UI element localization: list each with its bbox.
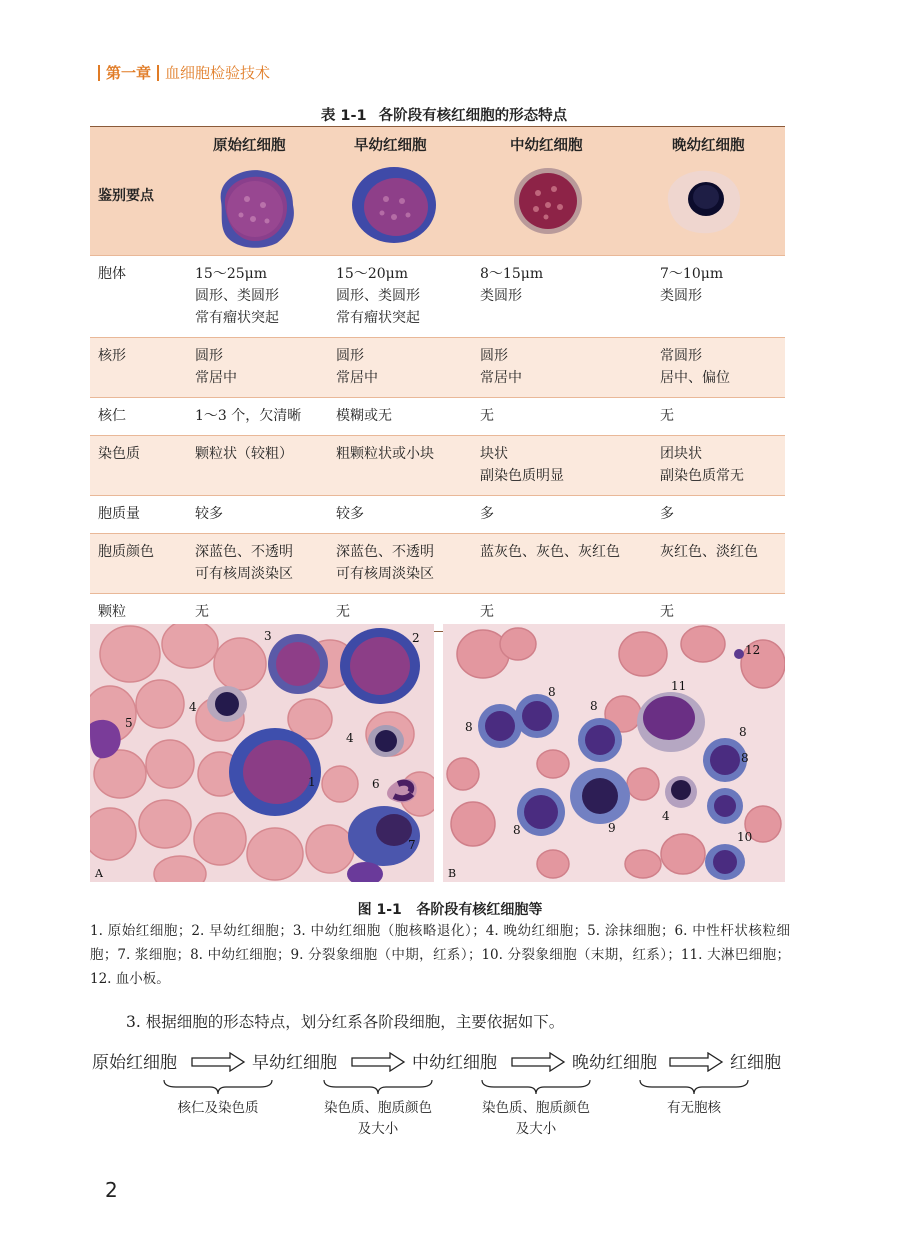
figure-number: 图 1-1	[357, 902, 402, 918]
stage-label: 晚幼红细胞	[572, 1053, 657, 1073]
cell-line: 常居中	[480, 370, 522, 386]
arrow-right-icon	[190, 1052, 246, 1072]
cell-line: 副染色质明显	[480, 468, 564, 484]
criteria-line: 有无胞核	[667, 1100, 721, 1116]
cell-line: 深蓝色、不透明	[195, 544, 293, 560]
criteria-label	[148, 1098, 288, 1119]
brace-icon	[480, 1078, 592, 1096]
criteria-label	[298, 1098, 458, 1140]
row-label: 胞质量	[90, 496, 187, 534]
header-bar	[98, 65, 100, 81]
column-header: 早幼红细胞	[354, 138, 427, 154]
cell-line: 无	[480, 604, 494, 620]
cell-line: 7～10μm	[660, 266, 724, 282]
cell-line: 副染色质常无	[660, 468, 744, 484]
table-row	[90, 256, 785, 338]
table-row	[90, 534, 785, 594]
stage-label: 早幼红细胞	[252, 1053, 337, 1073]
cell-label: 12	[745, 643, 761, 657]
column-header: 晚幼红细胞	[672, 138, 745, 154]
cell-line: 类圆形	[480, 288, 522, 304]
row-label: 颗粒	[90, 594, 187, 632]
cell-line: 常有瘤状突起	[336, 310, 420, 326]
figure-caption	[0, 899, 900, 919]
cell-label: 8	[513, 823, 521, 837]
chapter-title: 血细胞检验技术	[165, 64, 271, 82]
stage-label: 原始红细胞	[92, 1053, 177, 1073]
cell-line: 15～20μm	[336, 266, 409, 282]
table-row	[90, 496, 785, 534]
panel-letter: A	[95, 867, 103, 880]
criteria-label	[456, 1098, 616, 1140]
body-paragraph: 3. 根据细胞的形态特点，划分红系各阶段细胞，主要依据如下。	[126, 1013, 565, 1031]
figure-legend: 1. 原始红细胞；2. 早幼红细胞；3. 中幼红细胞（胞核略退化）；4. 晚幼红细胞；5. 涂抹细胞；6. 中性杆状核粒细胞；7. 浆细胞；8. 中幼红细胞；9. 分裂象细胞（中期，红系）；10. 分裂象细胞（末期，红系）；11. 大淋巴细胞；12. 血小板。	[90, 923, 790, 987]
cell-line: 15～25μm	[195, 266, 268, 282]
cell-label: 11	[671, 679, 687, 693]
chapter-label: 第一章	[106, 64, 152, 82]
stage-label: 中幼红细胞	[412, 1053, 497, 1073]
cell-label: 8	[590, 699, 598, 713]
cell-line: 圆形、类圆形	[336, 288, 420, 304]
row-label-header: 鉴别要点	[98, 188, 154, 204]
cell-label: 5	[125, 716, 133, 730]
arrow-right-icon	[510, 1052, 566, 1072]
criteria-label	[624, 1098, 764, 1119]
cell-line: 常居中	[195, 370, 237, 386]
brace-icon	[162, 1078, 274, 1096]
column-header: 原始红细胞	[213, 138, 286, 154]
cell-label: 3	[264, 629, 272, 643]
cell-line: 圆形、类圆形	[195, 288, 279, 304]
stage-label: 红细胞	[730, 1053, 781, 1073]
cell-line: 无	[336, 604, 350, 620]
cell-label: 1	[308, 775, 316, 789]
brace-icon	[638, 1078, 750, 1096]
micrograph-panel-b	[443, 624, 785, 882]
table-header-row	[90, 127, 785, 256]
cell-line: 无	[660, 604, 674, 620]
cell-line: 多	[660, 506, 674, 522]
table-row	[90, 436, 785, 496]
cell-label: 10	[737, 830, 753, 844]
arrow-right-icon	[668, 1052, 724, 1072]
cell-label: 2	[412, 631, 420, 645]
cell-line: 颗粒状（较粗）	[195, 446, 293, 462]
cell-line: 常居中	[336, 370, 378, 386]
table-number: 表 1-1	[320, 108, 367, 124]
cell-line: 圆形	[336, 348, 364, 364]
cell-line: 类圆形	[660, 288, 702, 304]
cell-label: 8	[739, 725, 747, 739]
table-row	[90, 398, 785, 436]
cell-line: 常有瘤状突起	[195, 310, 279, 326]
cell-line: 模糊或无	[336, 408, 392, 424]
criteria-line: 及大小	[515, 1121, 557, 1137]
morphology-table	[90, 127, 785, 632]
cell-line: 圆形	[195, 348, 223, 364]
cell-line: 无	[660, 408, 674, 424]
micrograph-a-svg	[90, 624, 434, 882]
cell-label: 7	[408, 838, 416, 852]
orthochromatic-erythroblast-image	[660, 161, 746, 241]
row-label: 胞体	[90, 256, 187, 338]
cell-line: 1～3 个，欠清晰	[195, 408, 302, 424]
cell-label: 4	[189, 700, 197, 714]
cell-label: 4	[346, 731, 354, 745]
column-header: 中幼红细胞	[510, 138, 583, 154]
row-label: 核仁	[90, 398, 187, 436]
cell-line: 无	[195, 604, 209, 620]
running-header	[92, 62, 270, 83]
micrograph-b-svg	[443, 624, 785, 882]
cell-line: 灰红色、淡红色	[660, 544, 758, 560]
cell-label: 9	[608, 821, 616, 835]
cell-line: 块状	[480, 446, 508, 462]
criteria-line: 核仁及染色质	[177, 1100, 259, 1116]
cell-line: 较多	[336, 506, 364, 522]
row-label: 胞质颜色	[90, 534, 187, 594]
arrow-right-icon	[350, 1052, 406, 1072]
table-title	[0, 104, 900, 125]
cell-line: 居中、偏位	[660, 370, 730, 386]
page-number: 2	[105, 1178, 118, 1202]
cell-line: 无	[480, 408, 494, 424]
row-label: 染色质	[90, 436, 187, 496]
criteria-line: 及大小	[357, 1121, 399, 1137]
cell-label: 8	[741, 751, 749, 765]
cell-label: 6	[372, 777, 380, 791]
basophilic-erythroblast-image	[346, 161, 442, 251]
figure-caption-text: 各阶段有核红细胞等	[416, 902, 543, 918]
criteria-line: 染色质、胞质颜色	[324, 1100, 432, 1116]
polychromatic-erythroblast-image	[510, 161, 590, 241]
cell-line: 深蓝色、不透明	[336, 544, 434, 560]
micrograph-panel-a	[90, 624, 434, 882]
criteria-line: 染色质、胞质颜色	[482, 1100, 590, 1116]
maturation-flow	[0, 1040, 900, 1150]
panel-letter: B	[448, 867, 457, 880]
brace-icon	[322, 1078, 434, 1096]
table-title-text: 各阶段有核红细胞的形态特点	[378, 108, 568, 124]
cell-line: 常圆形	[660, 348, 702, 364]
cell-line: 蓝灰色、灰色、灰红色	[480, 544, 620, 560]
cell-line: 多	[480, 506, 494, 522]
cell-line: 团块状	[660, 446, 702, 462]
proerythroblast-image	[207, 161, 299, 251]
cell-line: 可有核周淡染区	[336, 566, 434, 582]
header-divider	[157, 65, 159, 81]
cell-line: 圆形	[480, 348, 508, 364]
cell-label: 8	[465, 720, 473, 734]
row-label: 核形	[90, 338, 187, 398]
cell-line: 可有核周淡染区	[195, 566, 293, 582]
cell-line: 粗颗粒状或小块	[336, 446, 434, 462]
cell-line: 8～15μm	[480, 266, 544, 282]
cell-label: 8	[548, 685, 556, 699]
cell-label: 4	[662, 809, 670, 823]
cell-line: 较多	[195, 506, 223, 522]
table-row	[90, 338, 785, 398]
